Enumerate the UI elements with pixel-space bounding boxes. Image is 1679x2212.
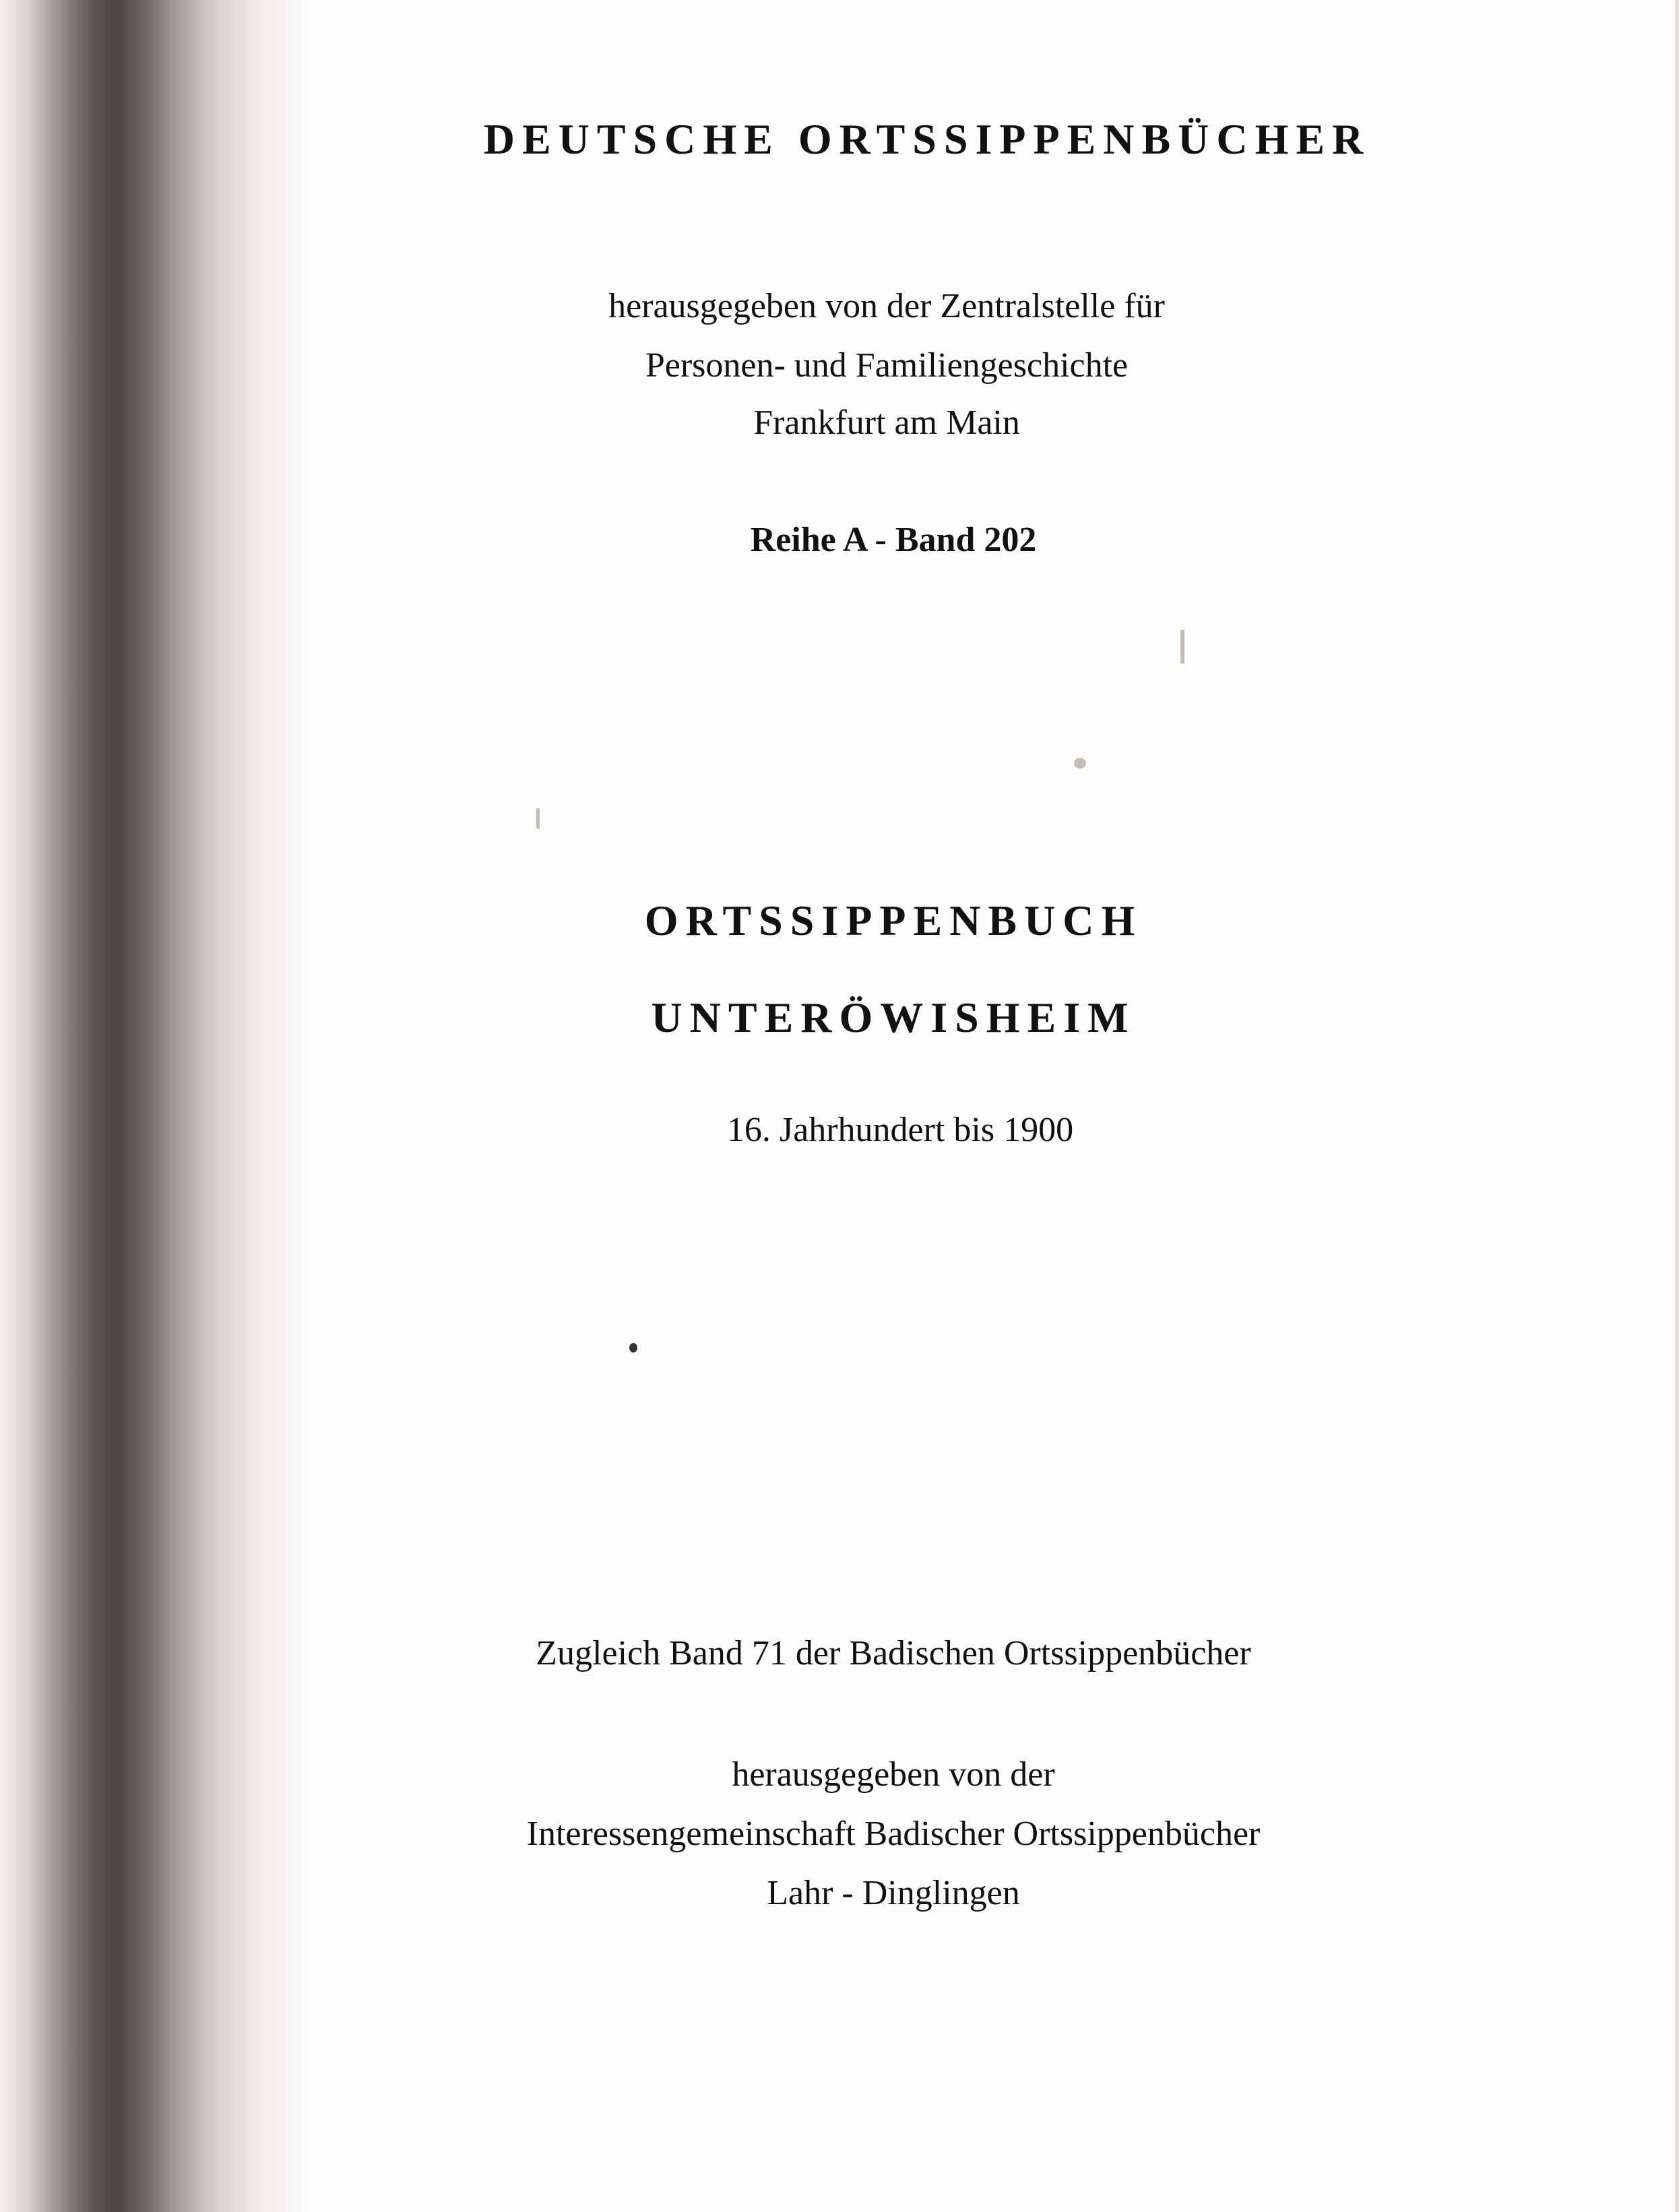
book-title-line-2: UNTERÖWISHEIM	[651, 994, 1136, 1041]
scan-mark	[1074, 758, 1086, 769]
scan-speck	[629, 1343, 637, 1353]
scan-mark	[536, 808, 540, 828]
also-volume: Zugleich Band 71 der Badischen Ortssippenbücher	[536, 1634, 1251, 1672]
publisher-line-1: herausgegeben von der Zentralstelle für	[608, 287, 1165, 325]
co-publisher-line-1: herausgegeben von der	[732, 1755, 1055, 1794]
series-volume: Reihe A - Band 202	[750, 521, 1037, 559]
publisher-line-2: Personen- und Familiengeschichte	[645, 346, 1129, 385]
series-title: DEUTSCHE ORTSSIPPENBÜCHER	[483, 115, 1371, 163]
scan-mark	[1180, 630, 1184, 663]
book-title-line-1: ORTSSIPPENBUCH	[644, 897, 1143, 944]
co-publisher-line-2: Interessengemeinschaft Badischer Ortssippenbücher	[526, 1815, 1261, 1853]
publisher-line-3: Frankfurt am Main	[753, 403, 1020, 442]
co-publisher-line-3: Lahr - Dinglingen	[767, 1874, 1020, 1912]
book-period: 16. Jahrhundert bis 1900	[726, 1111, 1074, 1149]
